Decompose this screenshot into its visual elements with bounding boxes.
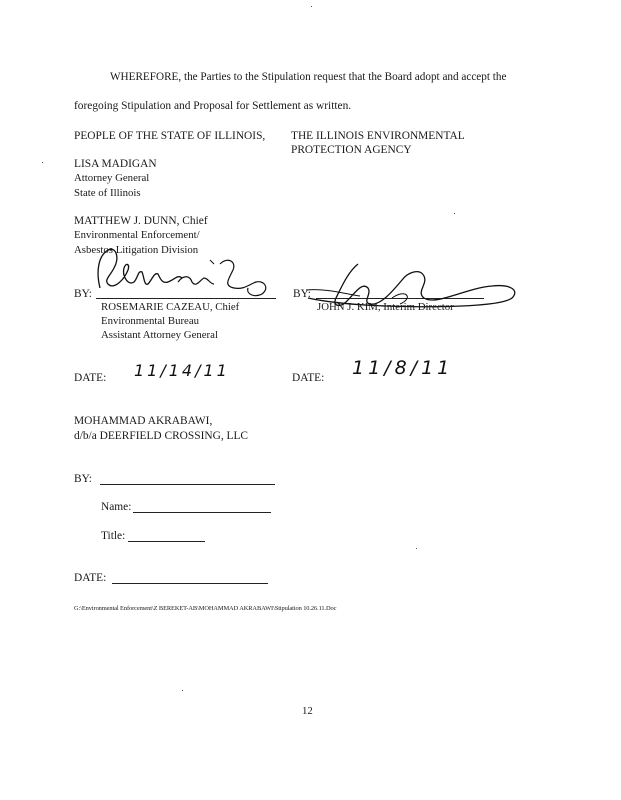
respondent-date-label: DATE: <box>74 572 107 584</box>
right-party-header-2: PROTECTION AGENCY <box>291 144 412 156</box>
chief-division-2: Asbestos Litigation Division <box>74 244 199 256</box>
page-number: 12 <box>302 705 313 717</box>
left-date-label: DATE: <box>74 372 107 384</box>
scan-speck <box>311 6 312 7</box>
ag-state: State of Illinois <box>74 187 141 199</box>
left-by-label: BY: <box>74 288 92 300</box>
right-date-handwritten: 11/8/11 <box>352 357 454 379</box>
ag-name: LISA MADIGAN <box>74 158 157 170</box>
rosemarie-name: ROSEMARIE CAZEAU, Chief <box>101 301 240 313</box>
scan-speck <box>454 213 455 214</box>
respondent-name-line[interactable] <box>133 512 271 513</box>
respondent-name-label: Name: <box>101 501 132 513</box>
right-date-label: DATE: <box>292 372 325 384</box>
scan-speck <box>42 162 43 163</box>
left-date-handwritten: 11/14/11 <box>134 361 230 380</box>
chief-name: MATTHEW J. DUNN, Chief <box>74 215 208 227</box>
rosemarie-title: Assistant Attorney General <box>101 329 218 341</box>
ag-title: Attorney General <box>74 172 150 184</box>
right-by-label: BY: <box>293 288 311 300</box>
respondent-date-line[interactable] <box>112 583 268 584</box>
intro-line-1: WHEREFORE, the Parties to the Stipulation request that the Board adopt and accept the <box>110 71 507 83</box>
rosemarie-bureau: Environmental Bureau <box>101 315 200 327</box>
intro-line-2: foregoing Stipulation and Proposal for Settlement as written. <box>74 100 352 112</box>
scan-speck <box>182 690 183 691</box>
file-path-footer: G:\Environmental Enforcement\Z BEREKET-AB\MOHAMMAD AKRABAWI\Stipulation 10.26.11.Doc <box>74 605 337 612</box>
left-party-header: PEOPLE OF THE STATE OF ILLINOIS, <box>74 130 266 142</box>
scan-speck <box>416 548 417 549</box>
john-kim-signer: JOHN J. KIM, Interim Director <box>317 301 454 313</box>
chief-division-1: Environmental Enforcement/ <box>74 229 200 241</box>
respondent-title-label: Title: <box>101 530 126 542</box>
right-party-header-1: THE ILLINOIS ENVIRONMENTAL <box>291 130 465 142</box>
respondent-signature-line[interactable] <box>100 484 275 485</box>
respondent-title-line[interactable] <box>128 541 205 542</box>
respondent-dba: d/b/a DEERFIELD CROSSING, LLC <box>74 430 249 442</box>
respondent-name: MOHAMMAD AKRABAWI, <box>74 415 213 427</box>
respondent-by-label: BY: <box>74 473 92 485</box>
